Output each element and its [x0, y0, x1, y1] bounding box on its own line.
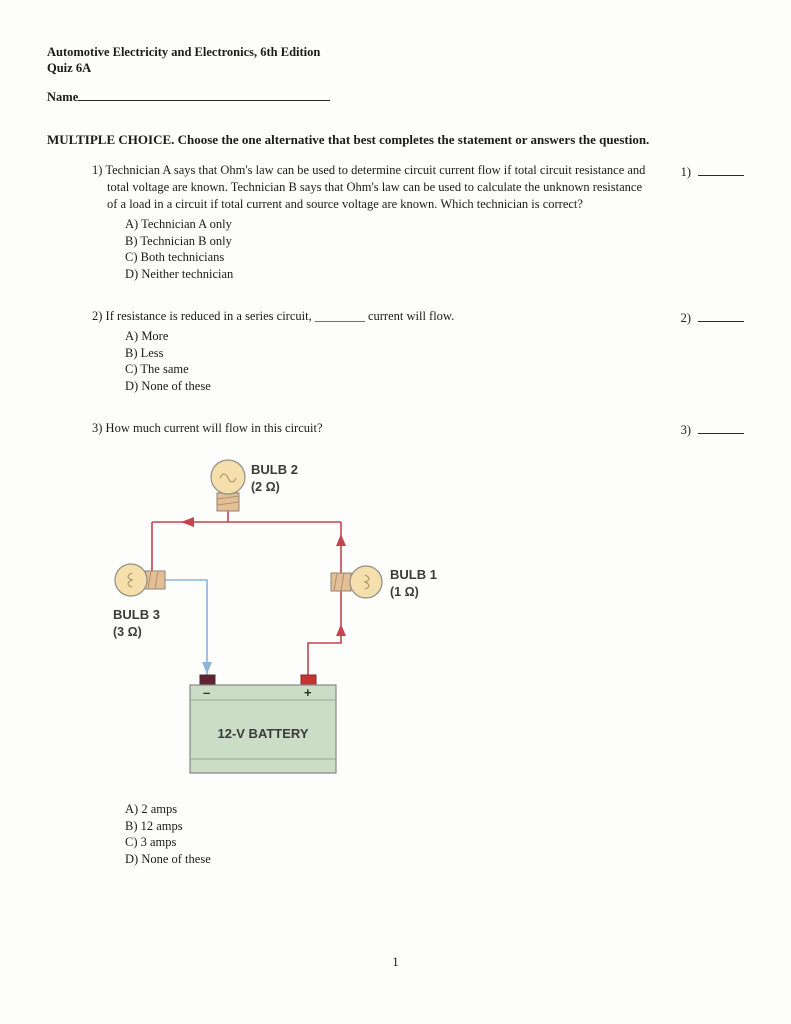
- bulb1-value: (1 Ω): [390, 585, 419, 599]
- current-arrow-up-bottom: [336, 624, 346, 636]
- question-3: [92, 420, 744, 867]
- question-2-choices: [125, 328, 648, 394]
- question-2-text: [92, 308, 648, 325]
- wire-red-top: [152, 511, 341, 573]
- question-1-main: [92, 162, 648, 282]
- question-2: [92, 308, 744, 394]
- question-1-number: 1): [92, 163, 103, 177]
- bulb1-label: BULB 1: [390, 567, 437, 582]
- bulb3: [115, 564, 165, 596]
- question-2-number: 2): [92, 309, 103, 323]
- question-3-number: 3): [92, 421, 103, 435]
- choice-2b: B) Less: [125, 345, 164, 360]
- wire-blue-bulb3-to-battery: [165, 580, 207, 676]
- question-1-text: [92, 162, 648, 213]
- question-1-choices: [125, 216, 648, 282]
- document-header: [47, 44, 744, 76]
- bulb3-label: BULB 3: [113, 607, 160, 622]
- bulb2-value: (2 Ω): [251, 480, 280, 494]
- question-3-text: [92, 420, 648, 437]
- book-title: Automotive Electricity and Electronics, 6th Edition: [47, 45, 321, 59]
- battery: [190, 675, 336, 773]
- quiz-title: Quiz 6A: [47, 61, 92, 75]
- choice-2c: C) The same: [125, 362, 189, 376]
- choice-1b: B) Technician B only: [125, 233, 232, 248]
- current-arrow-up-top: [336, 534, 346, 546]
- choice-2a: A) More: [125, 329, 169, 343]
- instructions: MULTIPLE CHOICE. Choose the one alternative that best completes the statement or answers the question.: [47, 132, 650, 147]
- question-3-main: [92, 420, 648, 867]
- question-3-body: How much current will flow in this circuit?: [105, 421, 323, 435]
- name-row: [47, 88, 744, 105]
- question-2-answer-label: 2): [680, 311, 691, 325]
- question-3-choices: [125, 801, 648, 867]
- choice-1a: A) Technician A only: [125, 217, 232, 231]
- current-arrow-down-blue: [202, 662, 212, 674]
- name-label: Name: [47, 90, 79, 104]
- bulb2-label: BULB 2: [251, 462, 298, 477]
- battery-plus-sign: +: [304, 685, 312, 700]
- wire-red-battery-to-bulb1: [308, 591, 341, 677]
- circuit-diagram: [105, 447, 477, 795]
- choice-1d: D) Neither technician: [125, 266, 234, 281]
- question-1-answer-line: [698, 163, 744, 176]
- bulb2: [211, 460, 245, 511]
- name-blank-line: [78, 88, 330, 101]
- choice-1c: C) Both technicians: [125, 250, 225, 264]
- bulb1: [331, 566, 382, 598]
- question-1-body: Technician A says that Ohm's law can be used to determine circuit current flow if total circuit resistance and total voltage are known. Technician B says that Ohm's law can be used to calculate the unknown resistance of a load in a circuit if total current and source voltage are known. Which technician is correct?: [105, 163, 646, 211]
- battery-minus-sign: –: [203, 685, 211, 700]
- question-1-answer-label: 1): [680, 165, 691, 179]
- bulb3-value: (3 Ω): [113, 625, 142, 639]
- choice-3c: C) 3 amps: [125, 835, 177, 849]
- choice-3d: D) None of these: [125, 851, 211, 866]
- question-3-answer-label: 3): [680, 423, 691, 437]
- question-2-body: If resistance is reduced in a series circuit, ________ current will flow.: [105, 309, 455, 323]
- question-2-answer: [681, 308, 744, 326]
- question-1: [92, 162, 744, 282]
- current-arrow-left: [181, 517, 194, 527]
- battery-label: 12-V BATTERY: [217, 726, 309, 741]
- question-2-answer-line: [698, 309, 744, 322]
- choice-3b: B) 12 amps: [125, 818, 183, 833]
- choice-2d: D) None of these: [125, 378, 211, 393]
- question-1-answer: [681, 162, 744, 180]
- question-2-main: [92, 308, 648, 394]
- question-3-answer-line: [698, 421, 744, 434]
- choice-3a: A) 2 amps: [125, 802, 178, 816]
- page-number: 1: [392, 955, 399, 969]
- question-3-answer: [681, 420, 744, 438]
